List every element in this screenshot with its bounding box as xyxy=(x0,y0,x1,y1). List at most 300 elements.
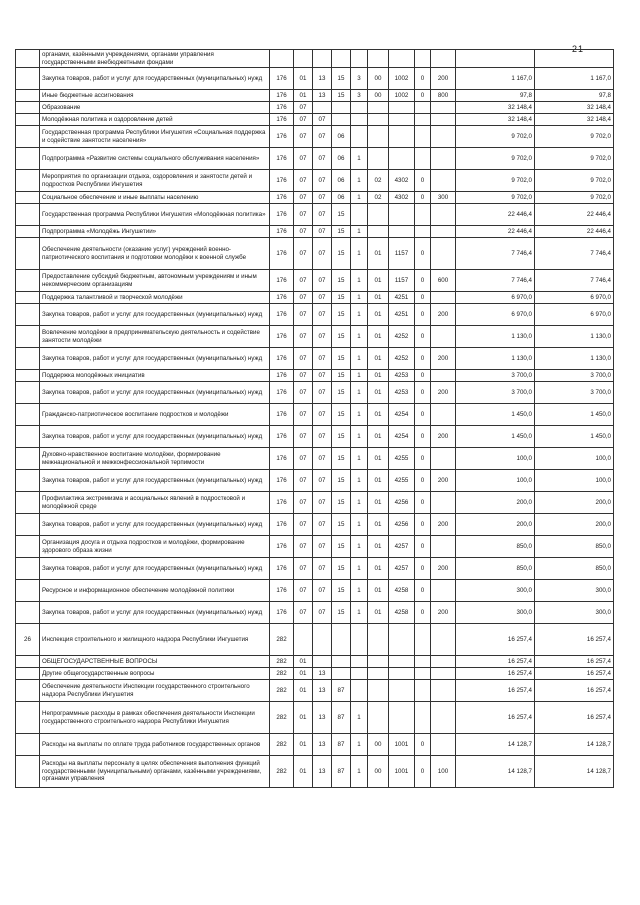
code-program xyxy=(332,50,351,68)
row-number xyxy=(16,514,40,536)
code-extra xyxy=(415,126,431,148)
code-vr xyxy=(431,102,456,114)
sum-2: 1 450,0 xyxy=(535,426,614,448)
row-number xyxy=(16,126,40,148)
table-row xyxy=(16,270,614,292)
code-pr: 07 xyxy=(313,326,332,348)
code-event: 01 xyxy=(368,370,389,382)
code-ved: 282 xyxy=(270,702,294,734)
sum-1: 850,0 xyxy=(456,558,535,580)
sum-2: 9 702,0 xyxy=(535,170,614,192)
code-extra xyxy=(415,656,431,668)
code-subprogram xyxy=(351,50,368,68)
code-pr: 07 xyxy=(313,426,332,448)
sum-1: 100,0 xyxy=(456,470,535,492)
code-direction xyxy=(389,680,415,702)
row-number xyxy=(16,448,40,470)
code-rz: 07 xyxy=(294,470,313,492)
code-direction: 4253 xyxy=(389,382,415,404)
code-direction: 4256 xyxy=(389,492,415,514)
code-extra: 0 xyxy=(415,170,431,192)
code-event: 02 xyxy=(368,170,389,192)
code-direction: 4302 xyxy=(389,192,415,204)
table-row xyxy=(16,226,614,238)
row-number xyxy=(16,292,40,304)
code-ved: 282 xyxy=(270,734,294,756)
code-subprogram: 1 xyxy=(351,404,368,426)
code-direction xyxy=(389,50,415,68)
row-name: Иные бюджетные ассигнования xyxy=(40,90,270,102)
table-row xyxy=(16,68,614,90)
row-name: ОБЩЕГОСУДАРСТВЕННЫЕ ВОПРОСЫ xyxy=(40,656,270,668)
code-subprogram: 1 xyxy=(351,492,368,514)
code-subprogram xyxy=(351,126,368,148)
budget-table xyxy=(15,49,614,788)
sum-2: 7 746,4 xyxy=(535,270,614,292)
sum-1: 16 257,4 xyxy=(456,624,535,656)
code-event xyxy=(368,114,389,126)
sum-1: 32 148,4 xyxy=(456,114,535,126)
code-pr: 13 xyxy=(313,702,332,734)
row-name: Закупка товаров, работ и услуг для государственных (муниципальных) нужд xyxy=(40,304,270,326)
sum-1: 7 746,4 xyxy=(456,270,535,292)
row-name: Инспекция строительного и жилищного надзора Республики Ингушетия xyxy=(40,624,270,656)
code-subprogram: 1 xyxy=(351,382,368,404)
row-name: Подпрограмма «Развитие системы социального обслуживания населения» xyxy=(40,148,270,170)
sum-1: 1 130,0 xyxy=(456,326,535,348)
sum-2: 1 130,0 xyxy=(535,326,614,348)
code-ved: 176 xyxy=(270,580,294,602)
code-program: 15 xyxy=(332,404,351,426)
code-vr xyxy=(431,448,456,470)
table-row xyxy=(16,668,614,680)
code-pr: 07 xyxy=(313,580,332,602)
code-ved: 282 xyxy=(270,756,294,788)
code-vr: 200 xyxy=(431,304,456,326)
sum-2: 14 128,7 xyxy=(535,756,614,788)
code-program: 15 xyxy=(332,580,351,602)
code-rz: 01 xyxy=(294,702,313,734)
code-ved: 176 xyxy=(270,238,294,270)
code-vr: 800 xyxy=(431,90,456,102)
code-pr: 07 xyxy=(313,558,332,580)
row-name: Закупка товаров, работ и услуг для государственных (муниципальных) нужд xyxy=(40,558,270,580)
code-subprogram: 1 xyxy=(351,756,368,788)
row-number xyxy=(16,602,40,624)
code-subprogram: 1 xyxy=(351,734,368,756)
code-ved: 176 xyxy=(270,348,294,370)
table-row xyxy=(16,90,614,102)
code-ved: 176 xyxy=(270,170,294,192)
code-ved: 282 xyxy=(270,656,294,668)
code-subprogram xyxy=(351,656,368,668)
row-number xyxy=(16,668,40,680)
code-pr xyxy=(313,656,332,668)
sum-2: 22 446,4 xyxy=(535,204,614,226)
code-vr xyxy=(431,326,456,348)
row-name: Духовно-нравственное воспитание молодёжи, формирование межнациональной и межконфессиональной терпимости xyxy=(40,448,270,470)
code-program: 15 xyxy=(332,68,351,90)
sum-1: 32 148,4 xyxy=(456,102,535,114)
table-row xyxy=(16,382,614,404)
code-vr xyxy=(431,668,456,680)
code-program xyxy=(332,624,351,656)
code-vr xyxy=(431,624,456,656)
row-number xyxy=(16,192,40,204)
table-row xyxy=(16,348,614,370)
code-program: 15 xyxy=(332,382,351,404)
code-ved: 176 xyxy=(270,382,294,404)
code-vr xyxy=(431,656,456,668)
code-rz: 01 xyxy=(294,90,313,102)
code-rz: 07 xyxy=(294,382,313,404)
code-extra xyxy=(415,148,431,170)
code-extra xyxy=(415,680,431,702)
row-number xyxy=(16,102,40,114)
row-name: Государственная программа Республики Ингушетия «Молодёжная политика» xyxy=(40,204,270,226)
code-program: 15 xyxy=(332,204,351,226)
code-vr: 100 xyxy=(431,756,456,788)
row-name: Непрограммные расходы в рамках обеспечения деятельности Инспекции государственного строительного надзора Республики Ингушетия xyxy=(40,702,270,734)
row-number xyxy=(16,238,40,270)
code-pr: 13 xyxy=(313,680,332,702)
code-ved: 176 xyxy=(270,114,294,126)
table-row xyxy=(16,204,614,226)
code-extra: 0 xyxy=(415,580,431,602)
code-event: 01 xyxy=(368,426,389,448)
code-event: 01 xyxy=(368,536,389,558)
code-program xyxy=(332,656,351,668)
table-row xyxy=(16,50,614,68)
code-extra xyxy=(415,702,431,734)
row-name: органами, казёнными учреждениями, органами управления государственными внебюджетными фондами xyxy=(40,50,270,68)
code-extra: 0 xyxy=(415,448,431,470)
row-number xyxy=(16,656,40,668)
code-subprogram: 1 xyxy=(351,580,368,602)
code-pr: 07 xyxy=(313,536,332,558)
code-vr xyxy=(431,702,456,734)
code-rz: 07 xyxy=(294,304,313,326)
code-program: 15 xyxy=(332,602,351,624)
code-pr: 07 xyxy=(313,404,332,426)
code-direction xyxy=(389,126,415,148)
code-pr: 07 xyxy=(313,204,332,226)
sum-2: 7 746,4 xyxy=(535,238,614,270)
sum-1: 3 700,0 xyxy=(456,370,535,382)
code-rz: 07 xyxy=(294,448,313,470)
sum-1: 97,8 xyxy=(456,90,535,102)
code-extra xyxy=(415,204,431,226)
code-extra: 0 xyxy=(415,492,431,514)
sum-1: 3 700,0 xyxy=(456,382,535,404)
sum-2: 9 702,0 xyxy=(535,126,614,148)
code-rz: 01 xyxy=(294,734,313,756)
code-extra: 0 xyxy=(415,292,431,304)
row-number xyxy=(16,148,40,170)
sum-1: 1 450,0 xyxy=(456,426,535,448)
code-event: 01 xyxy=(368,326,389,348)
code-direction: 4258 xyxy=(389,580,415,602)
code-rz: 07 xyxy=(294,148,313,170)
sum-1: 7 746,4 xyxy=(456,238,535,270)
code-direction: 4254 xyxy=(389,426,415,448)
row-name: Предоставление субсидий бюджетным, автономным учреждениям и иным некоммерческим организациям xyxy=(40,270,270,292)
code-pr: 07 xyxy=(313,348,332,370)
table-row xyxy=(16,102,614,114)
code-pr: 13 xyxy=(313,756,332,788)
code-rz: 07 xyxy=(294,102,313,114)
code-vr xyxy=(431,126,456,148)
row-number xyxy=(16,426,40,448)
sum-2: 14 128,7 xyxy=(535,734,614,756)
code-ved: 176 xyxy=(270,226,294,238)
table-row xyxy=(16,580,614,602)
sum-2: 16 257,4 xyxy=(535,680,614,702)
code-ved: 176 xyxy=(270,304,294,326)
code-ved: 176 xyxy=(270,204,294,226)
code-rz: 07 xyxy=(294,404,313,426)
code-subprogram: 1 xyxy=(351,536,368,558)
sum-1: 1 130,0 xyxy=(456,348,535,370)
code-program: 87 xyxy=(332,680,351,702)
code-program: 15 xyxy=(332,270,351,292)
code-extra xyxy=(415,668,431,680)
code-ved: 176 xyxy=(270,126,294,148)
code-program: 15 xyxy=(332,558,351,580)
code-rz: 01 xyxy=(294,656,313,668)
code-ved: 176 xyxy=(270,68,294,90)
row-number xyxy=(16,170,40,192)
table-row xyxy=(16,702,614,734)
code-vr: 600 xyxy=(431,270,456,292)
table-row xyxy=(16,602,614,624)
row-name: Закупка товаров, работ и услуг для государственных (муниципальных) нужд xyxy=(40,348,270,370)
code-extra xyxy=(415,624,431,656)
code-extra: 0 xyxy=(415,90,431,102)
row-name: Образование xyxy=(40,102,270,114)
code-ved: 176 xyxy=(270,192,294,204)
row-number xyxy=(16,382,40,404)
row-number xyxy=(16,680,40,702)
sum-1: 9 702,0 xyxy=(456,126,535,148)
code-rz: 07 xyxy=(294,514,313,536)
row-number xyxy=(16,68,40,90)
code-ved: 176 xyxy=(270,292,294,304)
code-direction: 4258 xyxy=(389,602,415,624)
sum-1: 9 702,0 xyxy=(456,148,535,170)
code-program xyxy=(332,114,351,126)
code-program: 87 xyxy=(332,734,351,756)
sum-2: 850,0 xyxy=(535,558,614,580)
code-direction: 1157 xyxy=(389,270,415,292)
sum-1: 1 450,0 xyxy=(456,404,535,426)
code-ved: 176 xyxy=(270,90,294,102)
code-pr: 07 xyxy=(313,114,332,126)
sum-1: 300,0 xyxy=(456,580,535,602)
code-extra: 0 xyxy=(415,514,431,536)
code-direction: 4255 xyxy=(389,448,415,470)
code-rz: 07 xyxy=(294,602,313,624)
table-row xyxy=(16,426,614,448)
code-vr: 200 xyxy=(431,382,456,404)
code-subprogram: 1 xyxy=(351,192,368,204)
sum-1: 100,0 xyxy=(456,448,535,470)
row-name: Мероприятия по организации отдыха, оздоровления и занятости детей и подростков Республики Ингушетия xyxy=(40,170,270,192)
code-extra: 0 xyxy=(415,68,431,90)
code-subprogram: 1 xyxy=(351,148,368,170)
table-row xyxy=(16,734,614,756)
sum-1: 22 446,4 xyxy=(456,226,535,238)
code-direction xyxy=(389,148,415,170)
row-number xyxy=(16,204,40,226)
code-subprogram: 1 xyxy=(351,426,368,448)
code-program: 15 xyxy=(332,238,351,270)
sum-1: 22 446,4 xyxy=(456,204,535,226)
code-extra: 0 xyxy=(415,756,431,788)
sum-2: 300,0 xyxy=(535,580,614,602)
code-program: 15 xyxy=(332,304,351,326)
code-direction: 4302 xyxy=(389,170,415,192)
sum-1: 6 970,0 xyxy=(456,292,535,304)
code-subprogram: 1 xyxy=(351,514,368,536)
code-program: 06 xyxy=(332,148,351,170)
code-direction: 4251 xyxy=(389,292,415,304)
code-vr xyxy=(431,238,456,270)
code-pr: 07 xyxy=(313,470,332,492)
code-vr xyxy=(431,580,456,602)
code-pr: 07 xyxy=(313,148,332,170)
code-rz: 07 xyxy=(294,170,313,192)
sum-1: 850,0 xyxy=(456,536,535,558)
code-ved: 176 xyxy=(270,558,294,580)
code-direction xyxy=(389,226,415,238)
code-program: 15 xyxy=(332,426,351,448)
row-name: Вовлечение молодёжи в предпринимательскую деятельность и содействие занятости молодёжи xyxy=(40,326,270,348)
code-program: 15 xyxy=(332,514,351,536)
code-pr: 07 xyxy=(313,270,332,292)
row-number xyxy=(16,734,40,756)
code-rz: 07 xyxy=(294,326,313,348)
code-direction: 4254 xyxy=(389,404,415,426)
code-program: 15 xyxy=(332,226,351,238)
code-subprogram: 1 xyxy=(351,270,368,292)
code-rz: 01 xyxy=(294,668,313,680)
page-number: 21 xyxy=(572,44,585,54)
code-direction: 4252 xyxy=(389,348,415,370)
sum-2: 3 700,0 xyxy=(535,370,614,382)
code-event: 01 xyxy=(368,304,389,326)
row-number xyxy=(16,370,40,382)
sum-2: 850,0 xyxy=(535,536,614,558)
row-name: Закупка товаров, работ и услуг для государственных (муниципальных) нужд xyxy=(40,426,270,448)
code-pr: 07 xyxy=(313,304,332,326)
row-name: Гражданско-патриотическое воспитание подростков и молодёжи xyxy=(40,404,270,426)
code-ved: 176 xyxy=(270,602,294,624)
code-event: 00 xyxy=(368,90,389,102)
code-extra: 0 xyxy=(415,404,431,426)
code-rz: 07 xyxy=(294,204,313,226)
code-vr xyxy=(431,536,456,558)
table-row xyxy=(16,536,614,558)
code-direction: 1157 xyxy=(389,238,415,270)
code-pr xyxy=(313,102,332,114)
code-rz: 07 xyxy=(294,114,313,126)
table-row xyxy=(16,114,614,126)
row-name: Ресурсное и информационное обеспечение молодёжной политики xyxy=(40,580,270,602)
code-event: 01 xyxy=(368,492,389,514)
code-pr: 07 xyxy=(313,514,332,536)
code-extra: 0 xyxy=(415,470,431,492)
code-rz: 07 xyxy=(294,370,313,382)
sum-2: 1 167,0 xyxy=(535,68,614,90)
code-direction: 4257 xyxy=(389,536,415,558)
row-number xyxy=(16,270,40,292)
code-subprogram xyxy=(351,624,368,656)
code-pr: 07 xyxy=(313,238,332,270)
sum-2: 1 450,0 xyxy=(535,404,614,426)
code-direction: 4251 xyxy=(389,304,415,326)
row-name: Обеспечение деятельности (оказание услуг) учреждений военно-патриотического воспитания и подготовки молодёжи к военной службе xyxy=(40,238,270,270)
code-ved: 282 xyxy=(270,624,294,656)
code-rz: 07 xyxy=(294,226,313,238)
code-subprogram: 1 xyxy=(351,470,368,492)
code-direction: 4257 xyxy=(389,558,415,580)
code-ved: 176 xyxy=(270,148,294,170)
table-row xyxy=(16,448,614,470)
table-row xyxy=(16,292,614,304)
code-direction: 4253 xyxy=(389,370,415,382)
row-name: Поддержка молодёжных инициатив xyxy=(40,370,270,382)
row-name: Закупка товаров, работ и услуг для государственных (муниципальных) нужд xyxy=(40,514,270,536)
code-direction xyxy=(389,114,415,126)
code-extra xyxy=(415,114,431,126)
code-direction: 1001 xyxy=(389,756,415,788)
code-program: 06 xyxy=(332,192,351,204)
sum-2: 6 970,0 xyxy=(535,304,614,326)
code-ved: 176 xyxy=(270,326,294,348)
code-ved: 176 xyxy=(270,492,294,514)
code-extra: 0 xyxy=(415,270,431,292)
code-event: 01 xyxy=(368,348,389,370)
code-rz: 07 xyxy=(294,270,313,292)
code-pr: 07 xyxy=(313,170,332,192)
sum-2: 16 257,4 xyxy=(535,624,614,656)
code-vr: 200 xyxy=(431,602,456,624)
code-vr: 200 xyxy=(431,470,456,492)
table-row xyxy=(16,126,614,148)
code-program: 87 xyxy=(332,756,351,788)
code-event xyxy=(368,680,389,702)
code-program xyxy=(332,102,351,114)
row-number xyxy=(16,558,40,580)
code-event xyxy=(368,226,389,238)
code-pr: 07 xyxy=(313,382,332,404)
row-name: Социальное обеспечение и иные выплаты населению xyxy=(40,192,270,204)
code-vr xyxy=(431,292,456,304)
code-program: 15 xyxy=(332,292,351,304)
code-vr xyxy=(431,226,456,238)
row-name: Закупка товаров, работ и услуг для государственных (муниципальных) нужд xyxy=(40,470,270,492)
code-rz: 07 xyxy=(294,126,313,148)
sum-2: 32 148,4 xyxy=(535,114,614,126)
sum-1: 200,0 xyxy=(456,514,535,536)
sum-2: 22 446,4 xyxy=(535,226,614,238)
sum-2: 97,8 xyxy=(535,90,614,102)
sum-2: 3 700,0 xyxy=(535,382,614,404)
code-rz xyxy=(294,50,313,68)
code-rz: 01 xyxy=(294,756,313,788)
sum-1: 300,0 xyxy=(456,602,535,624)
